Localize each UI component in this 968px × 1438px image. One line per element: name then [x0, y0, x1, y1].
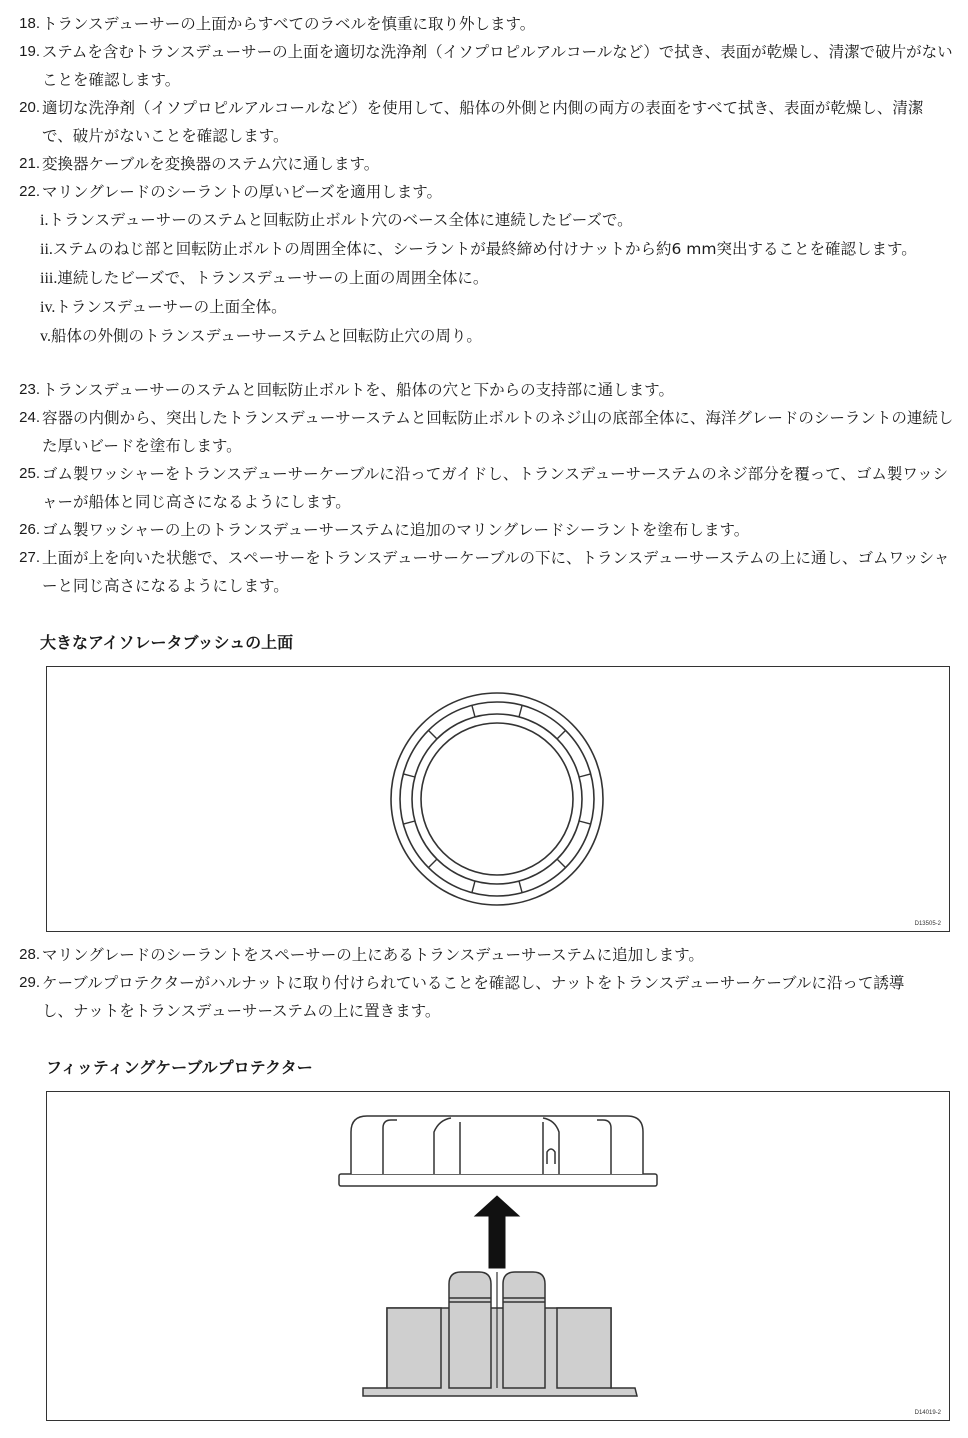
list-item: 28. マリングレードのシーラントをスペーサーの上にあるトランスデューサーステムに追加します。	[19, 946, 704, 964]
bushing-rib	[557, 730, 565, 738]
hull-nut-part	[363, 1272, 637, 1396]
list-item: 29. ケーブルプロテクターがハルナットに取り付けられていることを確認し、ナットをトランスデューサーケーブルに沿って誘導し、ナットをトランスデューサーステムの上に置きます。	[19, 974, 905, 1020]
list-item: 26. ゴム製ワッシャーの上のトランスデューサーステムに追加のマリングレードシーラントを塗布します。	[19, 521, 750, 539]
arrow-up-icon	[475, 1196, 519, 1268]
figure-heading: 大きなアイソレータブッシュの上面	[40, 633, 294, 652]
figure-code: D13505-2	[914, 921, 941, 927]
steps-group-a	[0, 10, 968, 351]
figure-isolator-bushing	[46, 666, 950, 932]
bushing-rib	[557, 859, 565, 867]
bushing-rib	[472, 881, 475, 893]
sub-list-item: ii.ステムのねじ部と回転防止ボルトの周囲全体に、シーラントが最終締め付けナットから約6 mm突出することを確認します。	[40, 240, 917, 258]
figure-code: D14019-2	[914, 1410, 941, 1416]
bushing-rib	[519, 705, 522, 717]
sub-list-item: iv.トランスデューサーの上面全体。	[40, 298, 287, 316]
cable-protector-drawing	[47, 1092, 951, 1422]
list-item: 21. 変換器ケーブルを変換器のステム穴に通します。	[19, 155, 380, 173]
bushing-rib	[519, 881, 522, 893]
list-item: 19. ステムを含むトランスデューサーの上面を適切な洗浄剤（イソプロピルアルコールなど）で拭き、表面が乾燥し、清潔で破片がないことを確認します。	[19, 43, 953, 89]
list-item: 24. 容器の内側から、突出したトランスデューサーステムと回転防止ボルトのネジ山の底部全体に、海洋グレードのシーラントの連続した厚いビードを塗布します。	[19, 409, 954, 455]
sub-list-item: v.船体の外側のトランスデューサーステムと回転防止穴の周り。	[40, 327, 482, 345]
steps-group-c	[0, 941, 968, 1025]
isolator-bushing-drawing	[47, 667, 951, 933]
list-item: 20. 適切な洗浄剤（イソプロピルアルコールなど）を使用して、船体の外側と内側の両方の表面をすべて拭き、表面が乾燥し、清潔で、破片がないことを確認します。	[19, 99, 924, 145]
cable-protector-part	[339, 1116, 657, 1186]
list-item: 22. マリングレードのシーラントの厚いビーズを適用します。	[19, 183, 443, 201]
bushing-rib	[579, 774, 591, 777]
steps-group-b	[0, 376, 968, 600]
bushing-rib	[428, 730, 436, 738]
list-item: 23. トランスデューサーのステムと回転防止ボルトを、船体の穴と下からの支持部に通します。	[19, 381, 674, 399]
list-item: 18. トランスデューサーの上面からすべてのラベルを慎重に取り外します。	[19, 15, 536, 33]
sub-list-item: i.トランスデューサーのステムと回転防止ボルト穴のベース全体に連続したビーズで。	[40, 211, 633, 229]
figure-cable-protector	[46, 1091, 950, 1421]
list-item: 27. 上面が上を向いた状態で、スペーサーをトランスデューサーケーブルの下に、トランスデューサーステムの上に通し、ゴムワッシャーと同じ高さになるようにします。	[19, 549, 950, 595]
bushing-rib	[579, 821, 591, 824]
sub-list-item: iii.連続したビーズで、トランスデューサーの上面の周囲全体に。	[40, 269, 489, 287]
bushing-rib	[428, 859, 436, 867]
bushing-rib	[403, 821, 415, 824]
list-item: 25. ゴム製ワッシャーをトランスデューサーケーブルに沿ってガイドし、トランスデューサーステムのネジ部分を覆って、ゴム製ワッシャーが船体と同じ高さになるようにします。	[19, 465, 949, 511]
bushing-rib	[403, 774, 415, 777]
bushing-rib	[472, 705, 475, 717]
figure-heading: フィッティングケーブルプロテクター	[46, 1058, 313, 1077]
